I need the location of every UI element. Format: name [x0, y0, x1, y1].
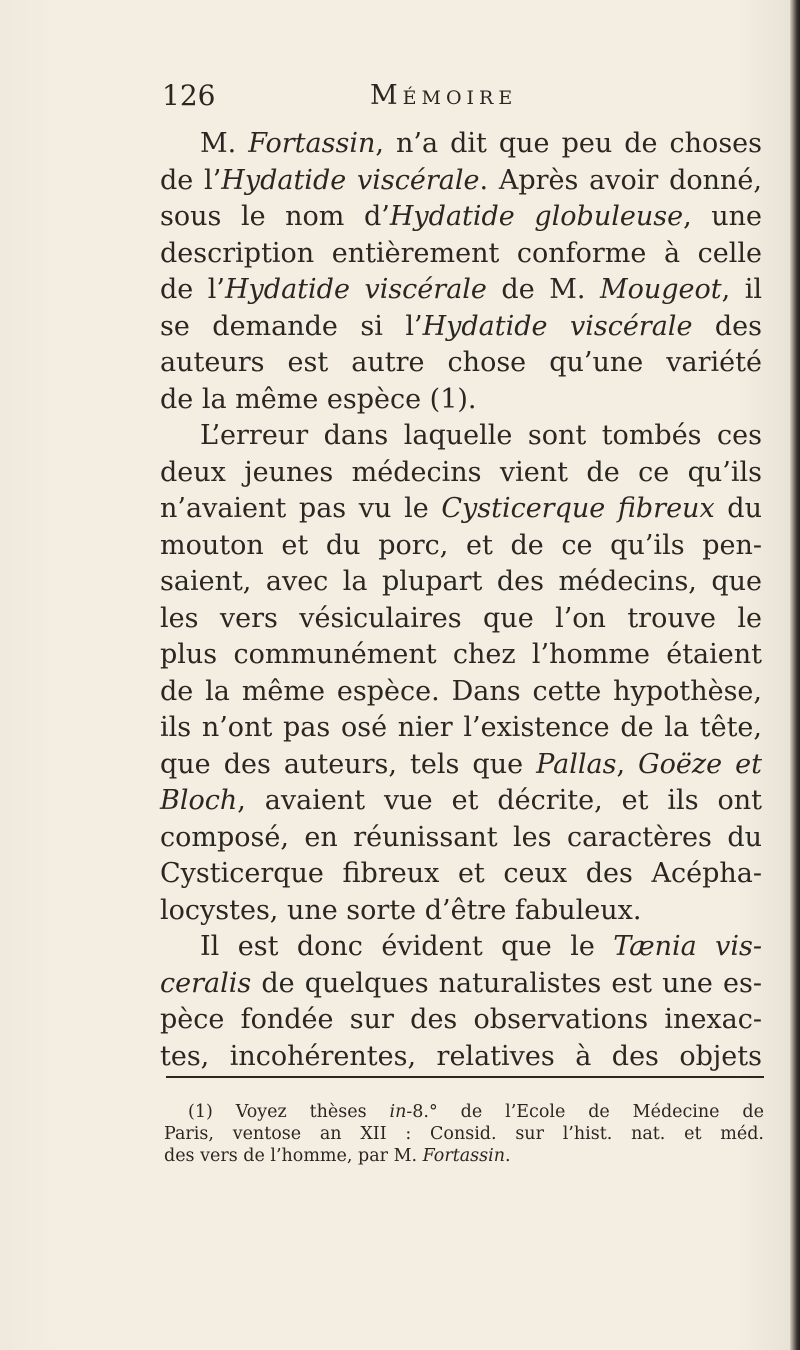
text-line: de la même espèce (1). — [160, 383, 477, 415]
text-line: mouton et du porc, et de ce qu’ils pen- — [160, 529, 762, 561]
text-line: auteurs est autre chose qu’une variété — [160, 347, 762, 378]
footnote — [164, 1101, 764, 1167]
page-number: 126 — [162, 79, 216, 112]
text-line: de la même espèce. Dans cette hypothèse, — [160, 675, 762, 707]
text-line: ceralis de quelques naturalistes est une es- — [160, 967, 762, 999]
text-line: tes, incohérentes, relatives à des objets — [160, 1040, 762, 1072]
text-line: de l’Hydatide viscérale de M. Mougeot, il — [160, 274, 762, 305]
text-line: se demande si l’Hydatide viscérale des — [160, 310, 763, 342]
text-line: ils n’ont pas osé nier l’existence de la tête, — [160, 712, 762, 743]
page-header — [162, 76, 762, 116]
text-line: L’erreur dans laquelle sont tombés ces — [200, 420, 762, 451]
footnote-line: Paris, ventose an XII : Consid. sur l’hist. nat. et méd. — [164, 1124, 764, 1144]
text-line: les vers vésiculaires que l’on trouve le — [160, 602, 762, 634]
text-line: description entièrement conforme à celle — [160, 237, 762, 269]
footnote-line: des vers de l’homme, par M. Fortassin. — [164, 1146, 511, 1166]
text-line: locystes, une sorte d’être fabuleux. — [160, 894, 642, 926]
text-line: saient, avec la plupart des médecins, que — [160, 566, 762, 597]
main-text — [160, 126, 762, 1075]
text-line: sous le nom d’Hydatide globuleuse, une — [160, 201, 762, 232]
text-line: Il est donc évident que le Tænia vis- — [200, 931, 762, 962]
text-line: deux jeunes médecins vient de ce qu’ils — [160, 456, 762, 488]
text-line: que des auteurs, tels que Pallas, Goëze et — [160, 748, 762, 780]
running-head: Mémoire — [370, 80, 518, 111]
text-line: n’avaient pas vu le Cysticerque fibreux du — [160, 493, 762, 524]
text-line: Bloch, avaient vue et décrite, et ils ont — [160, 785, 762, 816]
text-line: de l’Hydatide viscérale. Après avoir donné, — [160, 164, 762, 196]
page-edge-shadow — [790, 0, 800, 1350]
footnote-line: (1) Voyez thèses in-8.° de l’Ecole de Médecine de — [188, 1102, 764, 1122]
text-line: pèce fondée sur des observations inexac- — [160, 1004, 762, 1035]
text-line: Cysticerque fibreux et ceux des Acépha- — [160, 858, 762, 889]
footnote-rule — [166, 1076, 764, 1078]
text-line: M. Fortassin, n’a dit que peu de choses — [200, 128, 763, 159]
text-line: plus communément chez l’homme étaient — [160, 639, 762, 670]
text-line: composé, en réunissant les caractères du — [160, 821, 762, 853]
